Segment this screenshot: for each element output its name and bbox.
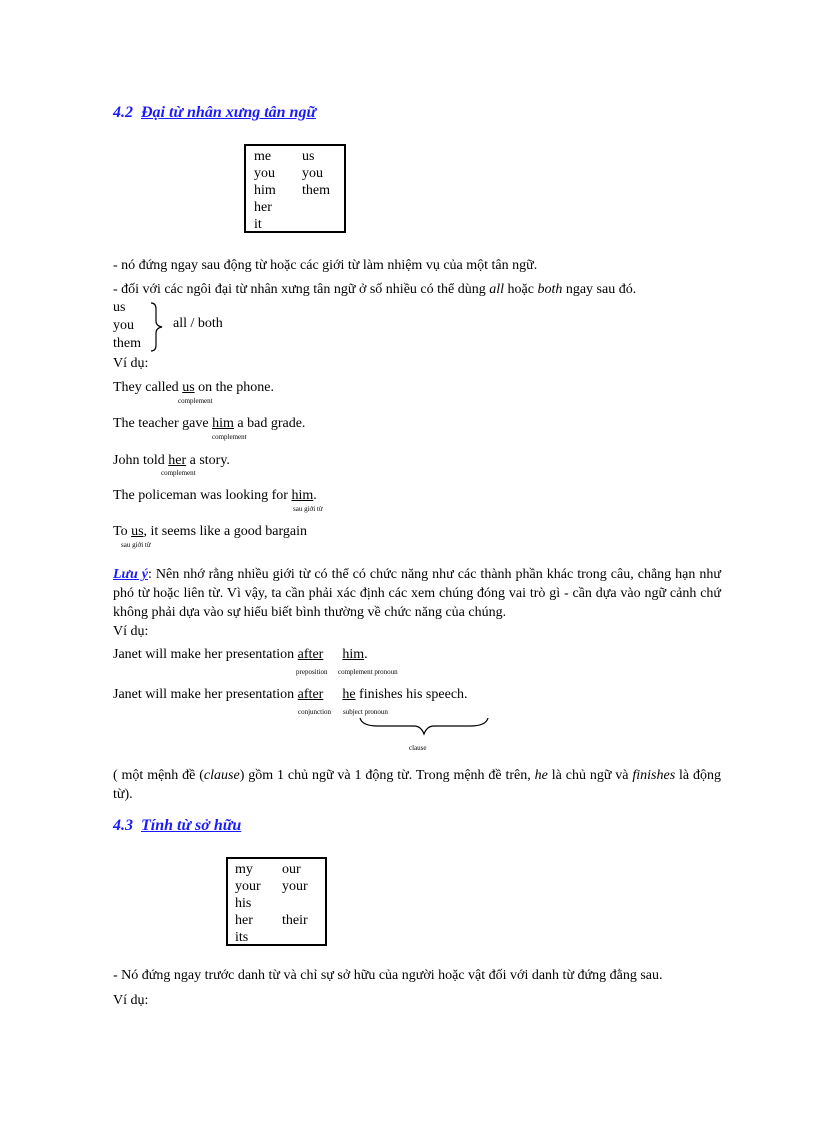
clause-explanation [113, 766, 721, 804]
list-item: them [113, 336, 141, 351]
table-cell: your [282, 879, 308, 894]
sentence-part: To [113, 524, 132, 539]
grammar-note: sau giới từ [121, 541, 151, 549]
text-emph: he [534, 768, 548, 783]
section-number: 4.2 [113, 104, 133, 121]
highlighted-word: her [168, 453, 187, 468]
section-4-3-heading [113, 817, 241, 835]
table-cell: you [254, 166, 275, 181]
sentence-part: John told [113, 453, 169, 468]
possessive-adjective-table [226, 857, 327, 946]
example-sentence [113, 380, 274, 396]
grammar-note: complement [212, 433, 247, 441]
example-sentence [113, 416, 305, 432]
section-title: Đại từ nhân xưng tân ngữ [141, 104, 317, 121]
highlighted-word: him [342, 647, 365, 662]
brace-label: clause [409, 744, 427, 752]
grammar-note: complement pronoun [338, 668, 398, 676]
section-title: Tính từ sở hữu [141, 817, 242, 834]
table-cell: it [254, 217, 262, 232]
highlighted-word: us [182, 380, 195, 395]
plural-label: all / both [173, 316, 223, 331]
table-cell: my [235, 862, 253, 877]
text-part: ( một mệnh đề ( [113, 768, 204, 783]
highlighted-word: him [291, 488, 314, 503]
curly-brace [147, 302, 169, 352]
rule-emph: all [489, 282, 505, 297]
highlighted-word: after [297, 687, 324, 702]
note-label: Lưu ý [113, 567, 148, 582]
sentence-part: The policeman was looking for [113, 488, 292, 503]
table-cell: me [254, 149, 272, 164]
example-label: Ví dụ: [113, 624, 149, 639]
table-cell: him [254, 183, 276, 198]
rule-part: hoặc [504, 282, 538, 297]
table-cell: their [282, 913, 308, 928]
table-cell: our [282, 862, 301, 877]
list-item: you [113, 318, 134, 333]
table-cell: her [254, 200, 272, 215]
object-pronoun-table [244, 144, 346, 233]
highlighted-word: him [212, 416, 234, 431]
sentence-part: . [313, 488, 317, 503]
table-cell: her [235, 913, 253, 928]
sentence-part: finishes his speech. [355, 687, 468, 702]
clause-brace [358, 716, 490, 738]
sentence-part: , it seems like a good bargain [143, 524, 307, 539]
example-label: Ví dụ: [113, 356, 149, 371]
grammar-note: subject pronoun [343, 708, 388, 716]
text-part: ) gồm 1 chủ ngữ và 1 động từ. Trong mệnh đề trên, [239, 768, 535, 783]
rule-text: - nó đứng ngay sau động từ hoặc các giới từ làm nhiệm vụ của một tân ngữ. [113, 258, 538, 273]
grammar-note: sau giới từ [293, 505, 323, 513]
text-emph: clause [203, 768, 240, 783]
grammar-note: complement [161, 469, 196, 477]
section-number: 4.3 [113, 817, 133, 834]
table-cell: them [302, 183, 330, 198]
example-sentence [113, 488, 317, 504]
table-cell: you [302, 166, 323, 181]
example-sentence [113, 647, 368, 663]
sentence-part: a bad grade. [233, 416, 306, 431]
text-part: là chủ ngữ và [547, 768, 633, 783]
grammar-note: preposition [296, 668, 328, 676]
highlighted-word: after [297, 647, 324, 662]
grammar-note: complement [178, 397, 213, 405]
table-cell: its [235, 930, 249, 945]
table-cell: your [235, 879, 261, 894]
highlighted-word: us [131, 524, 144, 539]
highlighted-word: he [342, 687, 356, 702]
example-sentence [113, 524, 307, 540]
plural-list [113, 299, 141, 353]
rule-part: ngay sau đó. [562, 282, 637, 297]
example-sentence [113, 453, 230, 469]
sentence-part: They called [113, 380, 183, 395]
sentence-part: Janet will make her presentation [113, 687, 298, 702]
rule-emph: both [537, 282, 563, 297]
section-4-2-heading [113, 104, 316, 122]
sentence-part: Janet will make her presentation [113, 647, 298, 662]
sentence-part: The teacher gave [113, 416, 213, 431]
example-sentence [113, 687, 468, 703]
sentence-part: a story. [186, 453, 230, 468]
table-cell: us [302, 149, 315, 164]
sentence-part: . [364, 647, 368, 662]
note-paragraph [113, 565, 721, 622]
text-part: là động từ). [113, 768, 722, 802]
note-text: : Nên nhớ rằng nhiều giới từ có thể có chức năng như các thành phần khác trong câu, chẳng hạn như phó từ hoặc liên từ. Vì vậy, ta cần phải xác định các xem chúng đóng vai trò gì - cần dựa vào ngữ cảnh chứ không phải dựa vào sự hiểu biết bình thường về chức năng của chúng. [113, 567, 721, 620]
table-cell: his [235, 896, 252, 911]
example-label: Ví dụ: [113, 993, 149, 1008]
text-emph: finishes [632, 768, 676, 783]
rule-part: - đối với các ngôi đại từ nhân xưng tân ngữ ở số nhiều có thể dùng [113, 282, 490, 297]
rule-text: - Nó đứng ngay trước danh từ và chỉ sự sở hữu của người hoặc vật đối với danh từ đứng đằng sau. [113, 968, 663, 983]
grammar-note: conjunction [298, 708, 332, 716]
list-item: us [113, 300, 126, 315]
sentence-part: on the phone. [194, 380, 274, 395]
rule-text [113, 282, 636, 298]
